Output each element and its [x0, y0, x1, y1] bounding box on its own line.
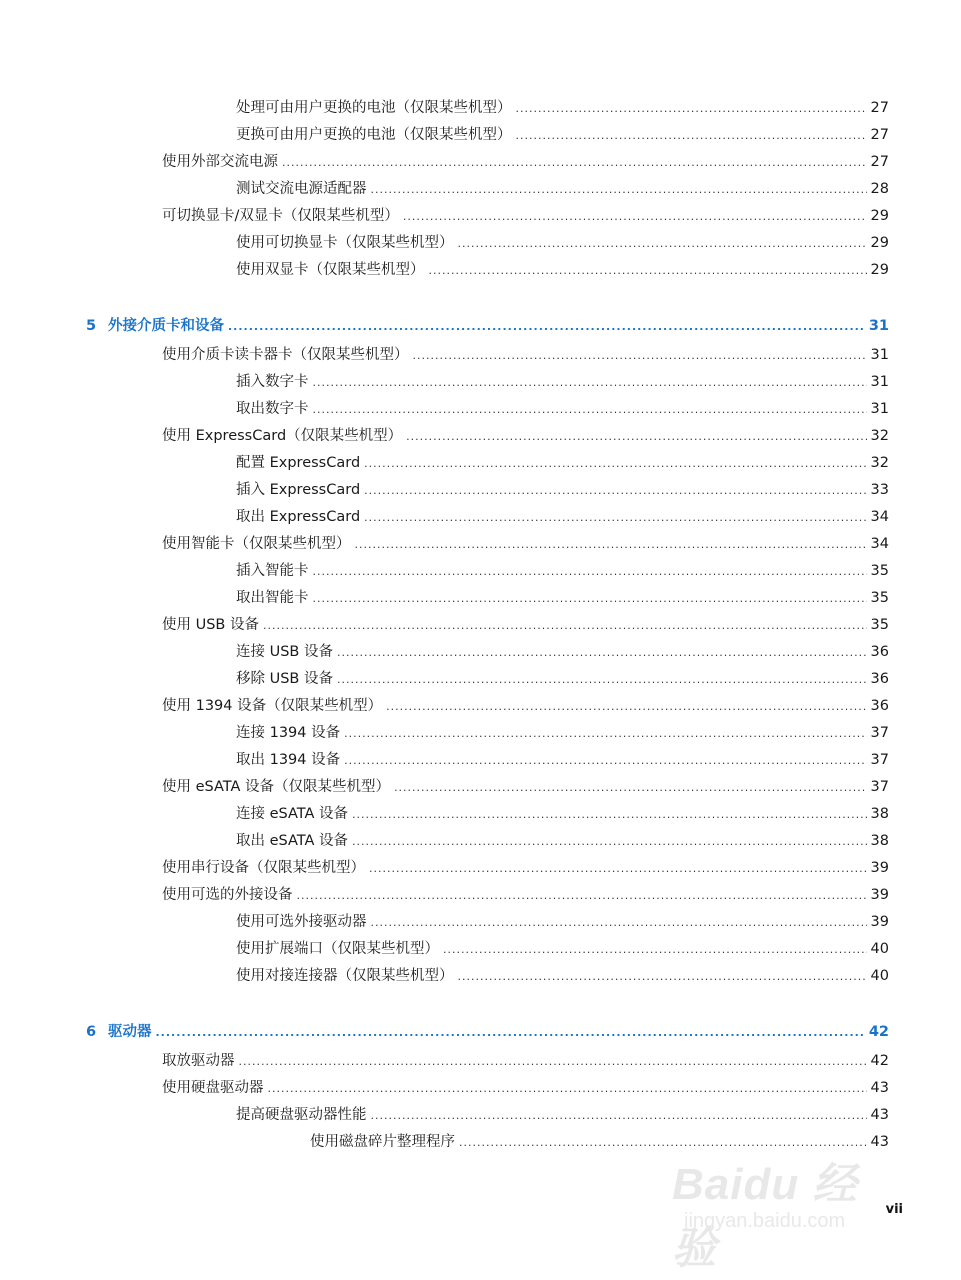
dot-leader [371, 913, 867, 933]
toc-page-number: 39 [870, 887, 889, 903]
toc-page-number: 29 [870, 235, 889, 251]
toc-entry-title [236, 233, 454, 253]
toc-entry[interactable] [162, 885, 889, 905]
toc-entry-label: 外接介质卡和设备 [108, 318, 224, 334]
toc-page-number: 40 [870, 941, 889, 957]
toc-entry-label: 取出智能卡 [236, 590, 309, 606]
toc-entry[interactable] [162, 615, 889, 635]
chapter-number: 6 [86, 1024, 97, 1040]
toc-entry-label: 处理可由用户更换的电池（仅限某些机型） [236, 100, 512, 116]
toc-entry-label: 使用 1394 设备（仅限某些机型） [162, 698, 383, 714]
toc-entry-title [86, 316, 224, 336]
toc-entry-title [236, 912, 367, 932]
toc-entry[interactable] [236, 125, 889, 145]
toc-entry[interactable] [236, 480, 889, 500]
toc-page-number: 39 [870, 860, 889, 876]
toc-entry-title [236, 669, 333, 689]
toc-entry[interactable] [236, 966, 889, 986]
toc-entry-label: 驱动器 [108, 1024, 152, 1040]
toc-entry[interactable] [236, 561, 889, 581]
dot-leader [369, 859, 867, 879]
toc-entry-label: 取出 ExpressCard [236, 509, 361, 525]
toc-entry-label: 使用双显卡（仅限某些机型） [236, 262, 425, 278]
toc-entry[interactable] [162, 345, 889, 365]
dot-leader [458, 234, 867, 254]
toc-page-number: 27 [870, 100, 889, 116]
toc-entry-label: 使用 USB 设备 [162, 617, 259, 633]
toc-entry-title [162, 152, 278, 172]
toc-chapter-entry[interactable] [86, 316, 889, 336]
toc-page-number: 33 [870, 482, 889, 498]
toc-page-number: 32 [870, 455, 889, 471]
page-number-footer: vii [885, 1202, 903, 1217]
toc-page-number: 39 [870, 914, 889, 930]
toc-entry-title [236, 750, 340, 770]
toc-page-number: 31 [870, 347, 889, 363]
toc-entry[interactable] [162, 1051, 889, 1071]
dot-leader [406, 427, 866, 447]
toc-page-number: 31 [870, 374, 889, 390]
toc-entry-label: 使用 eSATA 设备（仅限某些机型） [162, 779, 391, 795]
toc-entry-label: 取出数字卡 [236, 401, 309, 417]
dot-leader [337, 670, 867, 690]
toc-entry-label: 使用可选的外接设备 [162, 887, 293, 903]
toc-entry[interactable] [236, 260, 889, 280]
toc-page-number: 43 [870, 1107, 889, 1123]
toc-entry[interactable] [162, 696, 889, 716]
toc-entry-label: 使用智能卡（仅限某些机型） [162, 536, 351, 552]
dot-leader [371, 180, 867, 200]
toc-entry-title [162, 885, 293, 905]
toc-entry-title [236, 804, 348, 824]
toc-page-number: 36 [870, 644, 889, 660]
toc-entry-title [236, 966, 454, 986]
toc-entry-label: 使用对接连接器（仅限某些机型） [236, 968, 454, 984]
dot-leader [364, 508, 866, 528]
toc-entry-title [162, 534, 351, 554]
toc-entry[interactable] [236, 588, 889, 608]
toc-entry-title [236, 480, 360, 500]
toc-entry-label: 使用可切换显卡（仅限某些机型） [236, 235, 454, 251]
toc-page-number: 35 [870, 617, 889, 633]
toc-entry-label: 使用磁盘碎片整理程序 [310, 1134, 455, 1150]
dot-leader [268, 1079, 867, 1099]
toc-entry[interactable] [162, 426, 889, 446]
dot-leader [371, 1106, 867, 1126]
toc-entry-label: 使用介质卡读卡器卡（仅限某些机型） [162, 347, 409, 363]
toc-page-number: 27 [870, 127, 889, 143]
toc-entry-title [236, 723, 340, 743]
toc-entry-label: 移除 USB 设备 [236, 671, 333, 687]
toc-entry[interactable] [236, 831, 889, 851]
toc-entry[interactable] [236, 642, 889, 662]
toc-entry[interactable] [236, 1105, 889, 1125]
toc-page-number: 42 [868, 1024, 889, 1040]
dot-leader [313, 373, 867, 393]
toc-entry[interactable] [236, 98, 889, 118]
toc-entry[interactable] [236, 669, 889, 689]
toc-entry-label: 连接 eSATA 设备 [236, 806, 349, 822]
toc-entry-title [162, 206, 399, 226]
toc-entry-title [310, 1132, 455, 1152]
toc-entry[interactable] [236, 507, 889, 527]
dot-leader [386, 697, 866, 717]
dot-leader [364, 454, 866, 474]
toc-entry-title [236, 642, 333, 662]
toc-entry-title [236, 561, 309, 581]
toc-entry-label: 可切换显卡/双显卡（仅限某些机型） [162, 208, 399, 224]
dot-leader [313, 400, 867, 420]
toc-entry-title [162, 615, 259, 635]
toc-entry-label: 使用扩展端口（仅限某些机型） [236, 941, 439, 957]
toc-entry[interactable] [236, 372, 889, 392]
toc-entry-title [162, 858, 365, 878]
toc-entry-title [236, 179, 367, 199]
toc-entry-label: 使用硬盘驱动器 [162, 1080, 264, 1096]
dot-leader [297, 886, 867, 906]
toc-entry-title [86, 1022, 152, 1042]
dot-leader [403, 207, 867, 227]
toc-entry-label: 测试交流电源适配器 [236, 181, 367, 197]
toc-entry-title [162, 696, 382, 716]
toc-entry-title [236, 1105, 367, 1125]
toc-entry-title [236, 831, 348, 851]
toc-entry[interactable] [162, 858, 889, 878]
toc-entry[interactable] [236, 453, 889, 473]
toc-entry-label: 提高硬盘驱动器性能 [236, 1107, 367, 1123]
toc-entry[interactable] [236, 233, 889, 253]
toc-entry-label: 取出 eSATA 设备 [236, 833, 349, 849]
dot-leader [355, 535, 867, 555]
toc-page-number: 35 [870, 590, 889, 606]
dot-leader [344, 724, 866, 744]
toc-entry-title [236, 939, 439, 959]
dot-leader [352, 832, 866, 852]
toc-entry-title [236, 588, 309, 608]
toc-entry-title [236, 260, 425, 280]
toc-entry-label: 更换可由用户更换的电池（仅限某些机型） [236, 127, 512, 143]
toc-entry-label: 连接 1394 设备 [236, 725, 341, 741]
toc-entry-label: 插入 ExpressCard [236, 482, 361, 498]
toc-page-number: 37 [870, 779, 889, 795]
toc-entry-label: 连接 USB 设备 [236, 644, 333, 660]
toc-page-number: 38 [870, 833, 889, 849]
toc-entry-title [162, 777, 390, 797]
toc-entry-label: 取放驱动器 [162, 1053, 235, 1069]
toc-page-number: 35 [870, 563, 889, 579]
dot-leader [429, 261, 867, 281]
toc-entry[interactable] [162, 152, 889, 172]
toc-page-number: 36 [870, 698, 889, 714]
dot-leader [516, 126, 867, 146]
toc-entry[interactable] [236, 750, 889, 770]
toc-entry-label: 使用外部交流电源 [162, 154, 278, 170]
toc-page-number: 31 [868, 318, 889, 334]
toc-entry[interactable] [162, 777, 889, 797]
toc-entry-label: 取出 1394 设备 [236, 752, 341, 768]
toc-entry-title [162, 345, 409, 365]
toc-page-number: 31 [870, 401, 889, 417]
dot-leader [337, 643, 867, 663]
dot-leader [394, 778, 866, 798]
toc-page-number: 40 [870, 968, 889, 984]
toc-entry-title [236, 507, 360, 527]
dot-leader [364, 481, 866, 501]
toc-entry[interactable] [162, 534, 889, 554]
toc-entry[interactable] [236, 912, 889, 932]
toc-entry-title [236, 125, 512, 145]
toc-entry[interactable] [162, 1078, 889, 1098]
toc-entry-label: 插入智能卡 [236, 563, 309, 579]
toc-entry-label: 使用串行设备（仅限某些机型） [162, 860, 365, 876]
watermark-url: jingyan.baidu.com [684, 1210, 846, 1232]
dot-leader [282, 153, 867, 173]
toc-entry[interactable] [236, 399, 889, 419]
dot-leader [156, 1023, 865, 1043]
toc-entry[interactable] [236, 804, 889, 824]
toc-entry-title [162, 1078, 264, 1098]
toc-page-number: 43 [870, 1134, 889, 1150]
toc-entry-label: 配置 ExpressCard [236, 455, 361, 471]
toc-page-number: 29 [870, 208, 889, 224]
dot-leader [263, 616, 867, 636]
toc-page-number: 34 [870, 509, 889, 525]
toc-chapter-entry[interactable] [86, 1022, 889, 1042]
toc-page-number: 28 [870, 181, 889, 197]
toc-entry[interactable] [236, 723, 889, 743]
dot-leader [516, 99, 867, 119]
toc-entry-title [236, 372, 309, 392]
toc-entry-label: 使用 ExpressCard（仅限某些机型） [162, 428, 403, 444]
baidu-watermark [672, 1140, 892, 1273]
toc-page-number: 38 [870, 806, 889, 822]
toc-page-number: 37 [870, 725, 889, 741]
dot-leader [313, 562, 867, 582]
toc-entry-label: 插入数字卡 [236, 374, 309, 390]
toc-page-number: 36 [870, 671, 889, 687]
dot-leader [228, 317, 865, 337]
dot-leader [352, 805, 866, 825]
dot-leader [413, 346, 867, 366]
dot-leader [313, 589, 867, 609]
toc-page-number: 29 [870, 262, 889, 278]
toc-page-number: 37 [870, 752, 889, 768]
toc-entry[interactable] [162, 206, 889, 226]
chapter-number: 5 [86, 318, 97, 334]
toc-page-number: 27 [870, 154, 889, 170]
toc-entry-title [236, 453, 360, 473]
dot-leader [239, 1052, 867, 1072]
toc-entry-title [162, 1051, 235, 1071]
dot-leader [344, 751, 866, 771]
dot-leader [458, 967, 867, 987]
toc-entry-title [236, 399, 309, 419]
toc-page-number: 34 [870, 536, 889, 552]
toc-entry[interactable] [236, 939, 889, 959]
toc-entry[interactable] [236, 179, 889, 199]
toc-page-number: 43 [870, 1080, 889, 1096]
toc-entry-title [236, 98, 512, 118]
toc-page-number: 32 [870, 428, 889, 444]
toc-page-number: 42 [870, 1053, 889, 1069]
dot-leader [443, 940, 867, 960]
toc-entry-title [162, 426, 402, 446]
watermark-logo: Baidu 经验 [672, 1160, 858, 1273]
toc-entry-label: 使用可选外接驱动器 [236, 914, 367, 930]
